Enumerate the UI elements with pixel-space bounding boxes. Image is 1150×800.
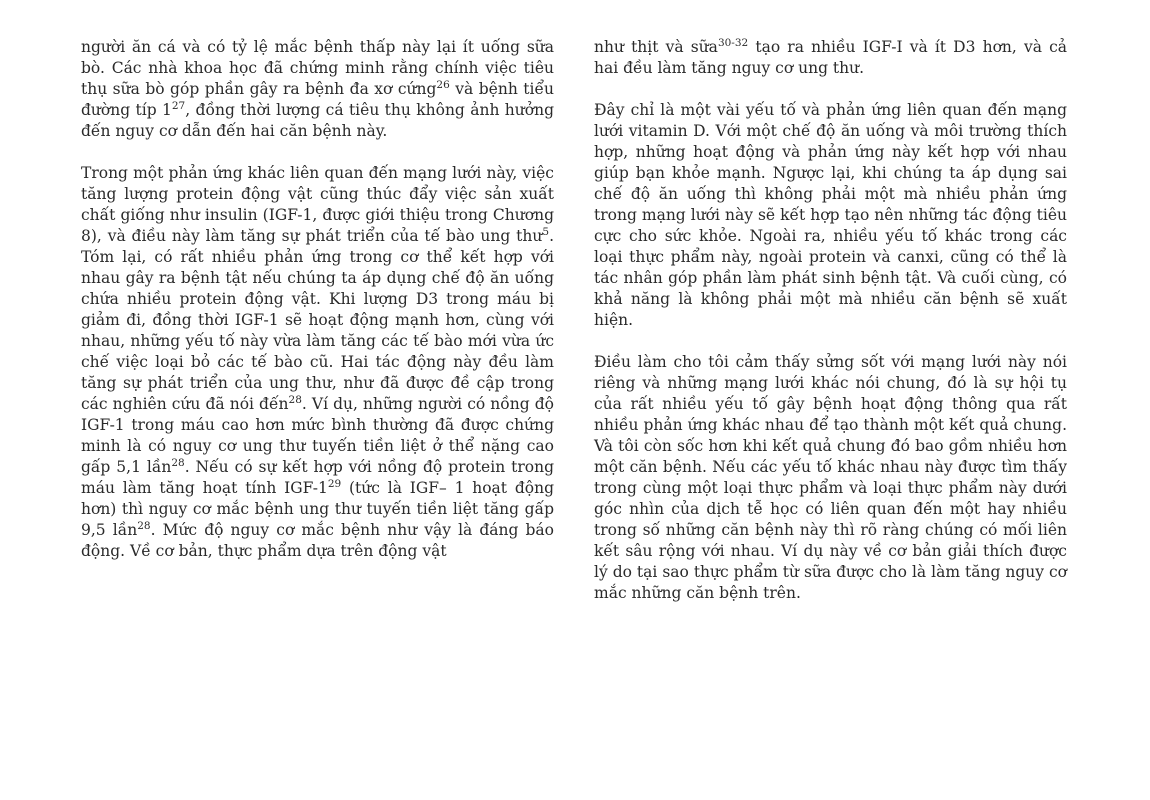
paragraph	[594, 352, 1067, 604]
text-run: (tức là IGF– 1 hoạt động hơn) thì nguy cơ mắc bệnh ung thư tuyến tiền liệt tăng gấp 9,5 lần	[81, 479, 554, 539]
text-run: Đây chỉ là một vài yếu tố và phản ứng liên quan đến mạng lưới vitamin D. Với một chế độ ăn uống và môi trường thích hợp, những hoạt động và phản ứng này kết hợp với nhau giúp bạn khỏe mạnh. Ngược lại, khi chúng ta áp dụng sai chế độ ăn uống thì không phải một mà nhiều phản ứng trong mạng lưới này sẽ kết hợp tạo nên những tác động tiêu cực cho sức khỏe. Ngoài ra, nhiều yếu tố khác trong các loại thực phẩm này, ngoài protein và canxi, cũng có thể là tác nhân góp phần làm phát sinh bệnh tật. Và cuối cùng, có khả năng là không phải một mà nhiều căn bệnh sẽ xuất hiện.	[594, 101, 1067, 329]
paragraph	[81, 37, 554, 142]
text-run: , đồng thời lượng cá tiêu thụ không ảnh hưởng đến nguy cơ dẫn đến hai căn bệnh này.	[81, 101, 555, 140]
paragraph	[594, 100, 1067, 331]
paragraph	[594, 37, 1067, 79]
citation-superscript: 28	[171, 456, 185, 469]
text-run: Điều làm cho tôi cảm thấy sửng sốt với mạng lưới này nói riêng và những mạng lưới khác nói chung, đó là sự hội tụ của rất nhiều yếu tố gây bệnh hoạt động thông qua rất nhiều phản ứng khác nhau để tạo thành một kết quả chung. Và tôi còn sốc hơn khi kết quả chung đó bao gồm nhiều hơn một căn bệnh. Nếu các yếu tố khác nhau này được tìm thấy trong cùng một loại thực phẩm và loại thực phẩm này dưới góc nhìn của dịch tễ học có liên quan đến một hay nhiều trong số những căn bệnh này thì rõ ràng chúng có mối liên kết sâu rộng với nhau. Ví dụ này về cơ bản giải thích được lý do tại sao thực phẩm từ sữa được cho là làm tăng nguy cơ mắc những căn bệnh trên.	[594, 353, 1067, 602]
text-run: người ăn cá và có tỷ lệ mắc bệnh thấp này lại ít uống sữa bò. Các nhà khoa học đã chứng minh rằng chính việc tiêu thụ sữa bò góp phần gây ra bệnh đa xơ cứng	[81, 38, 554, 98]
text-run: như thịt và sữa	[594, 38, 718, 56]
right-column	[594, 37, 1067, 625]
text-run: . Tóm lại, có rất nhiều phản ứng trong cơ thể kết hợp với nhau gây ra bệnh tật nếu chúng ta áp dụng chế độ ăn uống chứa nhiều protein động vật. Khi lượng D3 trong máu bị giảm đi, đồng thời IGF-1 sẽ hoạt động mạnh hơn, cùng với nhau, những yếu tố này vừa làm tăng các tế bào mới vừa ức chế việc loại bỏ các tế bào cũ. Hai tác động này đều làm tăng sự phát triển của ung thư, như đã được đề cập trong các nghiên cứu đã nói đến	[81, 227, 554, 413]
citation-superscript: 28	[137, 519, 151, 532]
text-run: tạo ra nhiều IGF-I và ít D3 hơn, và cả hai đều làm tăng nguy cơ ung thư.	[594, 38, 1068, 77]
left-column	[81, 37, 554, 583]
citation-superscript: 28	[288, 393, 302, 406]
text-run: . Nếu có sự kết hợp với nồng độ protein trong máu làm tăng hoạt tính IGF-1	[81, 458, 554, 497]
citation-superscript: 5	[542, 225, 550, 238]
paragraph	[81, 163, 554, 562]
text-run: Trong một phản ứng khác liên quan đến mạng lưới này, việc tăng lượng protein động vật cũng thúc đẩy việc sản xuất chất giống như insulin (IGF-1, được giới thiệu trong Chương 8), và điều này làm tăng sự phát triển của tế bào ung thư	[81, 164, 554, 245]
citation-superscript: 29	[327, 477, 342, 490]
text-run: và bệnh tiểu đường típ 1	[81, 80, 554, 119]
citation-superscript: 30-32	[717, 36, 749, 49]
text-run: . Ví dụ, những người có nồng độ IGF-1 trong máu cao hơn mức bình thường đã được chứng minh là có nguy cơ ung thư tuyến tiền liệt ở thể nặng cao gấp 5,1 lần	[81, 395, 554, 476]
text-run: . Mức độ nguy cơ mắc bệnh như vậy là đáng báo động. Về cơ bản, thực phẩm dựa trên động vật	[81, 521, 555, 560]
citation-superscript: 26	[436, 78, 450, 91]
citation-superscript: 27	[171, 99, 186, 112]
